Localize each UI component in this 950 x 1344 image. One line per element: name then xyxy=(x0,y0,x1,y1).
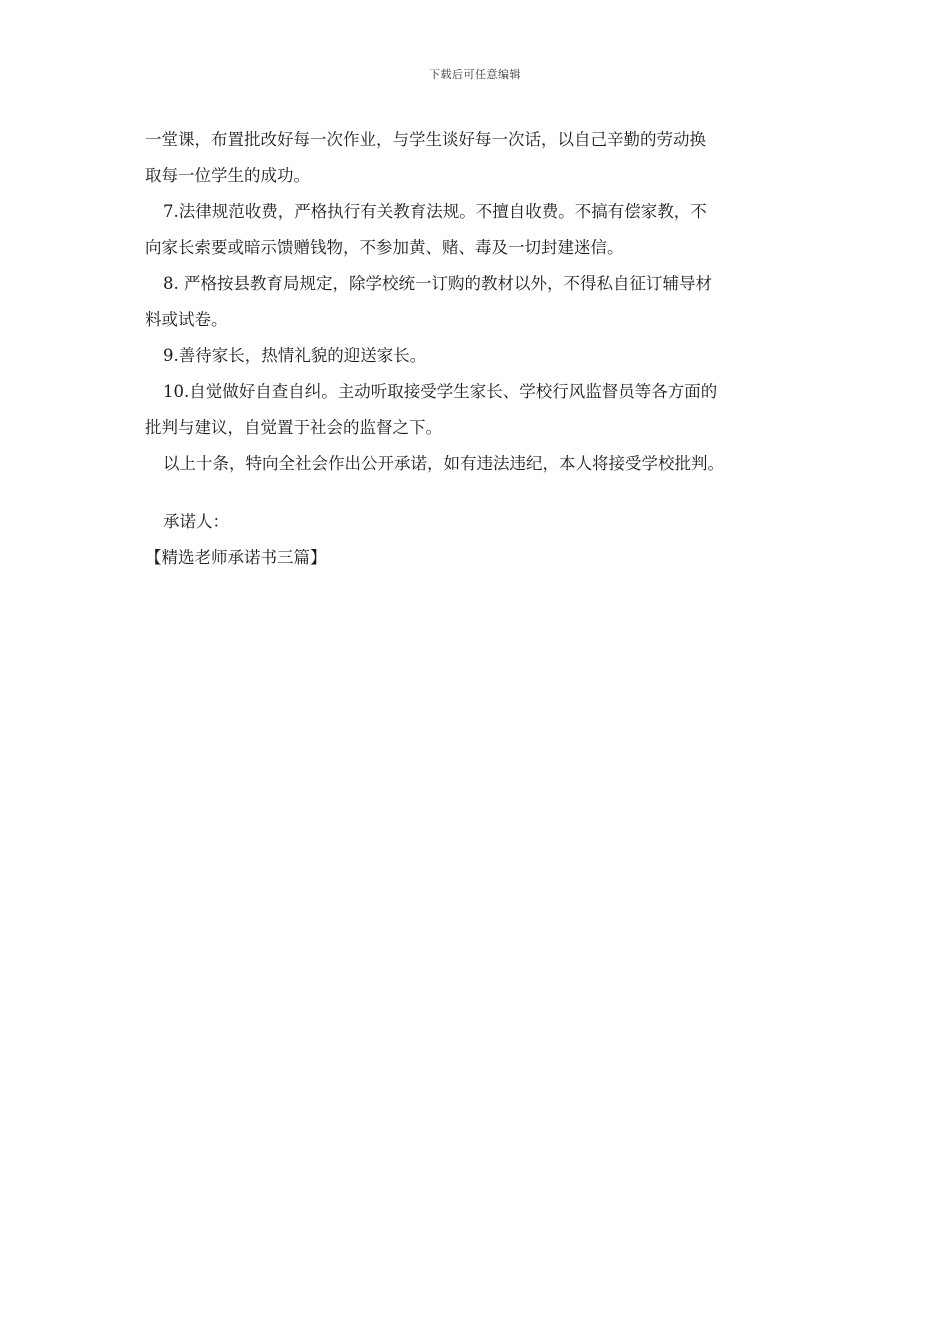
footer-title: 【精选老师承诺书三篇】 xyxy=(145,548,327,567)
body-line-2: 取每一位学生的成功。 xyxy=(145,166,310,185)
item-9-line: 9.善待家长，热情礼貌的迎送家长。 xyxy=(163,346,427,365)
item-7-line-2: 向家长索要或暗示馈赠钱物，不参加黄、赌、毒及一切封建迷信。 xyxy=(145,238,624,257)
signer-label: 承诺人： xyxy=(163,512,229,531)
spacer xyxy=(145,482,815,504)
item-7-line-1: 7.法律规范收费，严格执行有关教育法规。不擅自收费。不搞有偿家教，不 xyxy=(163,202,707,221)
page-header: 下载后可任意编辑 xyxy=(429,68,521,81)
document-body xyxy=(145,122,815,576)
item-10-line-1: 10.自觉做好自查自纠。主动听取接受学生家长、学校行风监督员等各方面的 xyxy=(163,382,718,401)
closing-statement: 以上十条，特向全社会作出公开承诺，如有违法违纪，本人将接受学校批判。 xyxy=(163,454,724,473)
item-10-line-2: 批判与建议，自觉置于社会的监督之下。 xyxy=(145,418,442,437)
body-line-1: 一堂课，布置批改好每一次作业，与学生谈好每一次话，以自己辛勤的劳动换 xyxy=(145,130,706,149)
item-8-line-2: 料或试卷。 xyxy=(145,310,228,329)
item-8-line-1: 8. 严格按县教育局规定，除学校统一订购的教材以外，不得私自征订辅导材 xyxy=(163,274,712,293)
